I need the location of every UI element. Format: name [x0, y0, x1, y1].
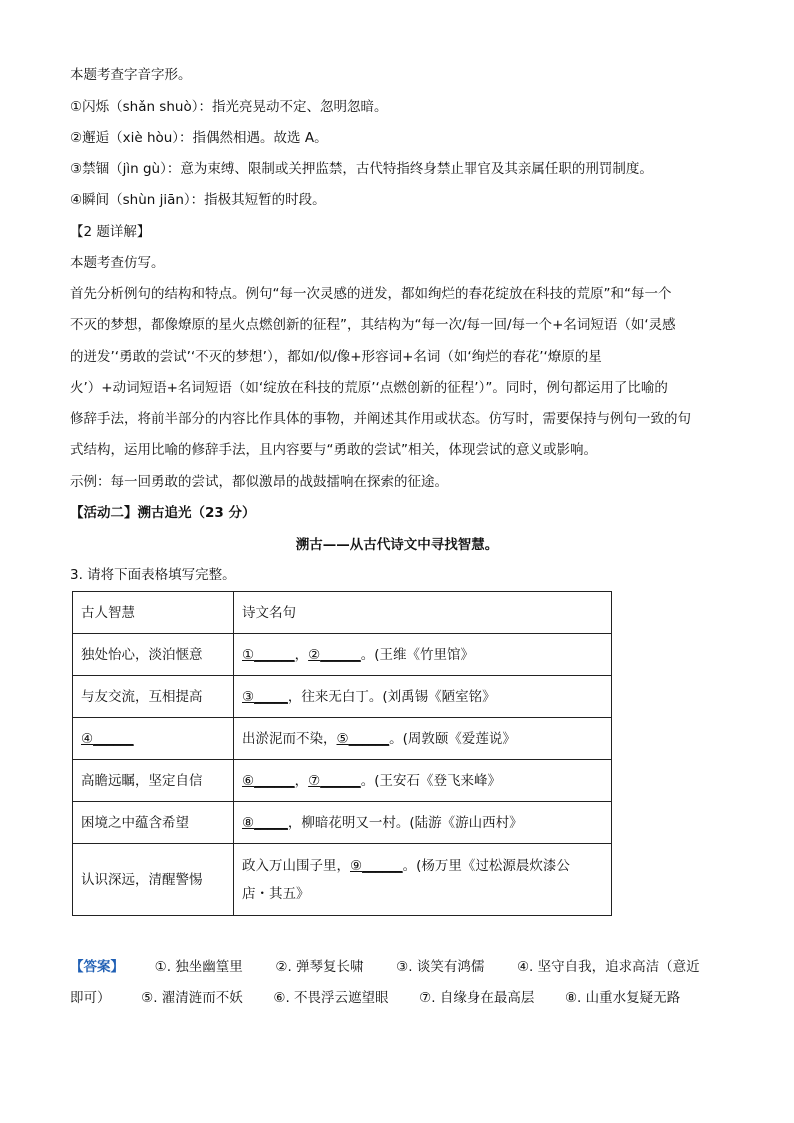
table-row	[73, 676, 612, 718]
subtitle: 溯古——从古代诗文中寻找智慧。	[295, 537, 499, 553]
blank: ⑥______	[242, 772, 295, 789]
poetry-table	[72, 591, 612, 916]
answer-tag: 【答案】	[70, 959, 124, 975]
table-header-row	[73, 592, 612, 634]
blank: ①______	[242, 646, 295, 663]
text-line: 首先分析例句的结构和特点。例句“每一次灵感的迸发，都如绚烂的春花绽放在科技的荒原”和“每一个	[70, 286, 672, 302]
quote-cell: ③_____，往来无白丁。(刘禹锡《陋室铭》	[234, 676, 612, 718]
table-row	[73, 802, 612, 844]
answer-item: 即可）	[70, 990, 111, 1006]
answer-line-1	[70, 957, 730, 977]
text-line: 本题考查仿写。	[70, 255, 165, 271]
text-line: 本题考查字音字形。	[70, 67, 192, 83]
quote-cell: ⑧_____，柳暗花明又一村。(陆游《游山西村》	[234, 802, 612, 844]
blank: ④______	[81, 730, 134, 747]
blank: ②______	[308, 646, 361, 663]
quote-cell: ⑥______，⑦______。(王安石《登飞来峰》	[234, 760, 612, 802]
blank: ⑤______	[336, 730, 390, 747]
text-line: 修辞手法，将前半部分的内容比作具体的事物，并阐述其作用或状态。仿写时，需要保持与例句一致的句	[70, 411, 691, 427]
table-header: 古人智慧	[73, 592, 234, 634]
answer-item: ⑥. 不畏浮云遮望眼	[273, 990, 389, 1006]
blank: ⑦______	[308, 772, 361, 789]
text-line: ④瞬间（shùn jiān）：指极其短暂的时段。	[70, 192, 326, 208]
answer-item: ⑧. 山重水复疑无路	[564, 990, 681, 1006]
text-line: 火’）+动词短语+名词短语（如‘绽放在科技的荒原’‘点燃创新的征程’）”。同时，例句都运用了比喻的	[70, 380, 668, 396]
blank: ③_____	[242, 688, 288, 705]
table-row	[73, 718, 612, 760]
wisdom-cell: 认识深远，清醒警惕	[73, 844, 234, 916]
question-text: 3. 请将下面表格填写完整。	[70, 567, 236, 583]
text-line: ③禁锢（jìn gù）：意为束缚、限制或关押监禁，古代特指终身禁止罪官及其亲属任职的刑罚制度。	[70, 161, 653, 177]
table-header: 诗文名句	[234, 592, 612, 634]
wisdom-cell: 与友交流，互相提高	[73, 676, 234, 718]
table-row	[73, 634, 612, 676]
activity-heading: 【活动二】溯古追光（23 分）	[70, 505, 256, 521]
text-line: 的迸发’‘勇敢的尝试’‘不灭的梦想’），都如/似/像+形容词+名词（如‘绚烂的春花’‘燎原的星	[70, 349, 602, 365]
section-heading: 【2 题详解】	[70, 224, 151, 240]
wisdom-cell: 困境之中蕴含希望	[73, 802, 234, 844]
answer-item: ③. 谈笑有鸿儒	[396, 959, 485, 975]
quote-cell: 政入万山围子里，⑨______。(杨万里《过松源晨炊漆公 店・其五》	[234, 844, 612, 916]
blank: ⑧_____	[242, 814, 288, 831]
text-line: 示例：每一回勇敢的尝试，都似激昂的战鼓擂响在探索的征途。	[70, 474, 448, 490]
answer-item: ①. 独坐幽篁里	[154, 959, 243, 975]
table-row	[73, 760, 612, 802]
wisdom-cell	[73, 718, 234, 760]
blank: ⑨______	[350, 857, 403, 874]
text-line: 不灭的梦想，都像燎原的星火点燃创新的征程”，其结构为“每一次/每一回/每一个+名词短语（如‘灵感	[70, 317, 676, 333]
answer-item: ④. 坚守自我，追求高洁（意近	[516, 959, 700, 975]
text-line: ①闪烁（shǎn shuò）：指光亮晃动不定、忽明忽暗。	[70, 99, 388, 115]
table-row	[73, 844, 612, 916]
text-line: ②邂逅（xiè hòu）：指偶然相遇。故选 A。	[70, 130, 328, 146]
answer-item: ⑤. 濯清涟而不妖	[141, 990, 243, 1006]
answer-line-2	[70, 988, 730, 1008]
wisdom-cell: 高瞻远瞩，坚定自信	[73, 760, 234, 802]
answer-item: ⑦. 自缘身在最高层	[419, 990, 535, 1006]
text-line: 式结构，运用比喻的修辞手法，且内容要与“勇敢的尝试”相关，体现尝试的意义或影响。	[70, 442, 597, 458]
wisdom-cell: 独处怡心，淡泊惬意	[73, 634, 234, 676]
answer-item: ②. 弹琴复长啸	[275, 959, 364, 975]
quote-cell: 出淤泥而不染，⑤______。(周敦颐《爱莲说》	[234, 718, 612, 760]
quote-cell: ①______，②______。(王维《竹里馆》	[234, 634, 612, 676]
